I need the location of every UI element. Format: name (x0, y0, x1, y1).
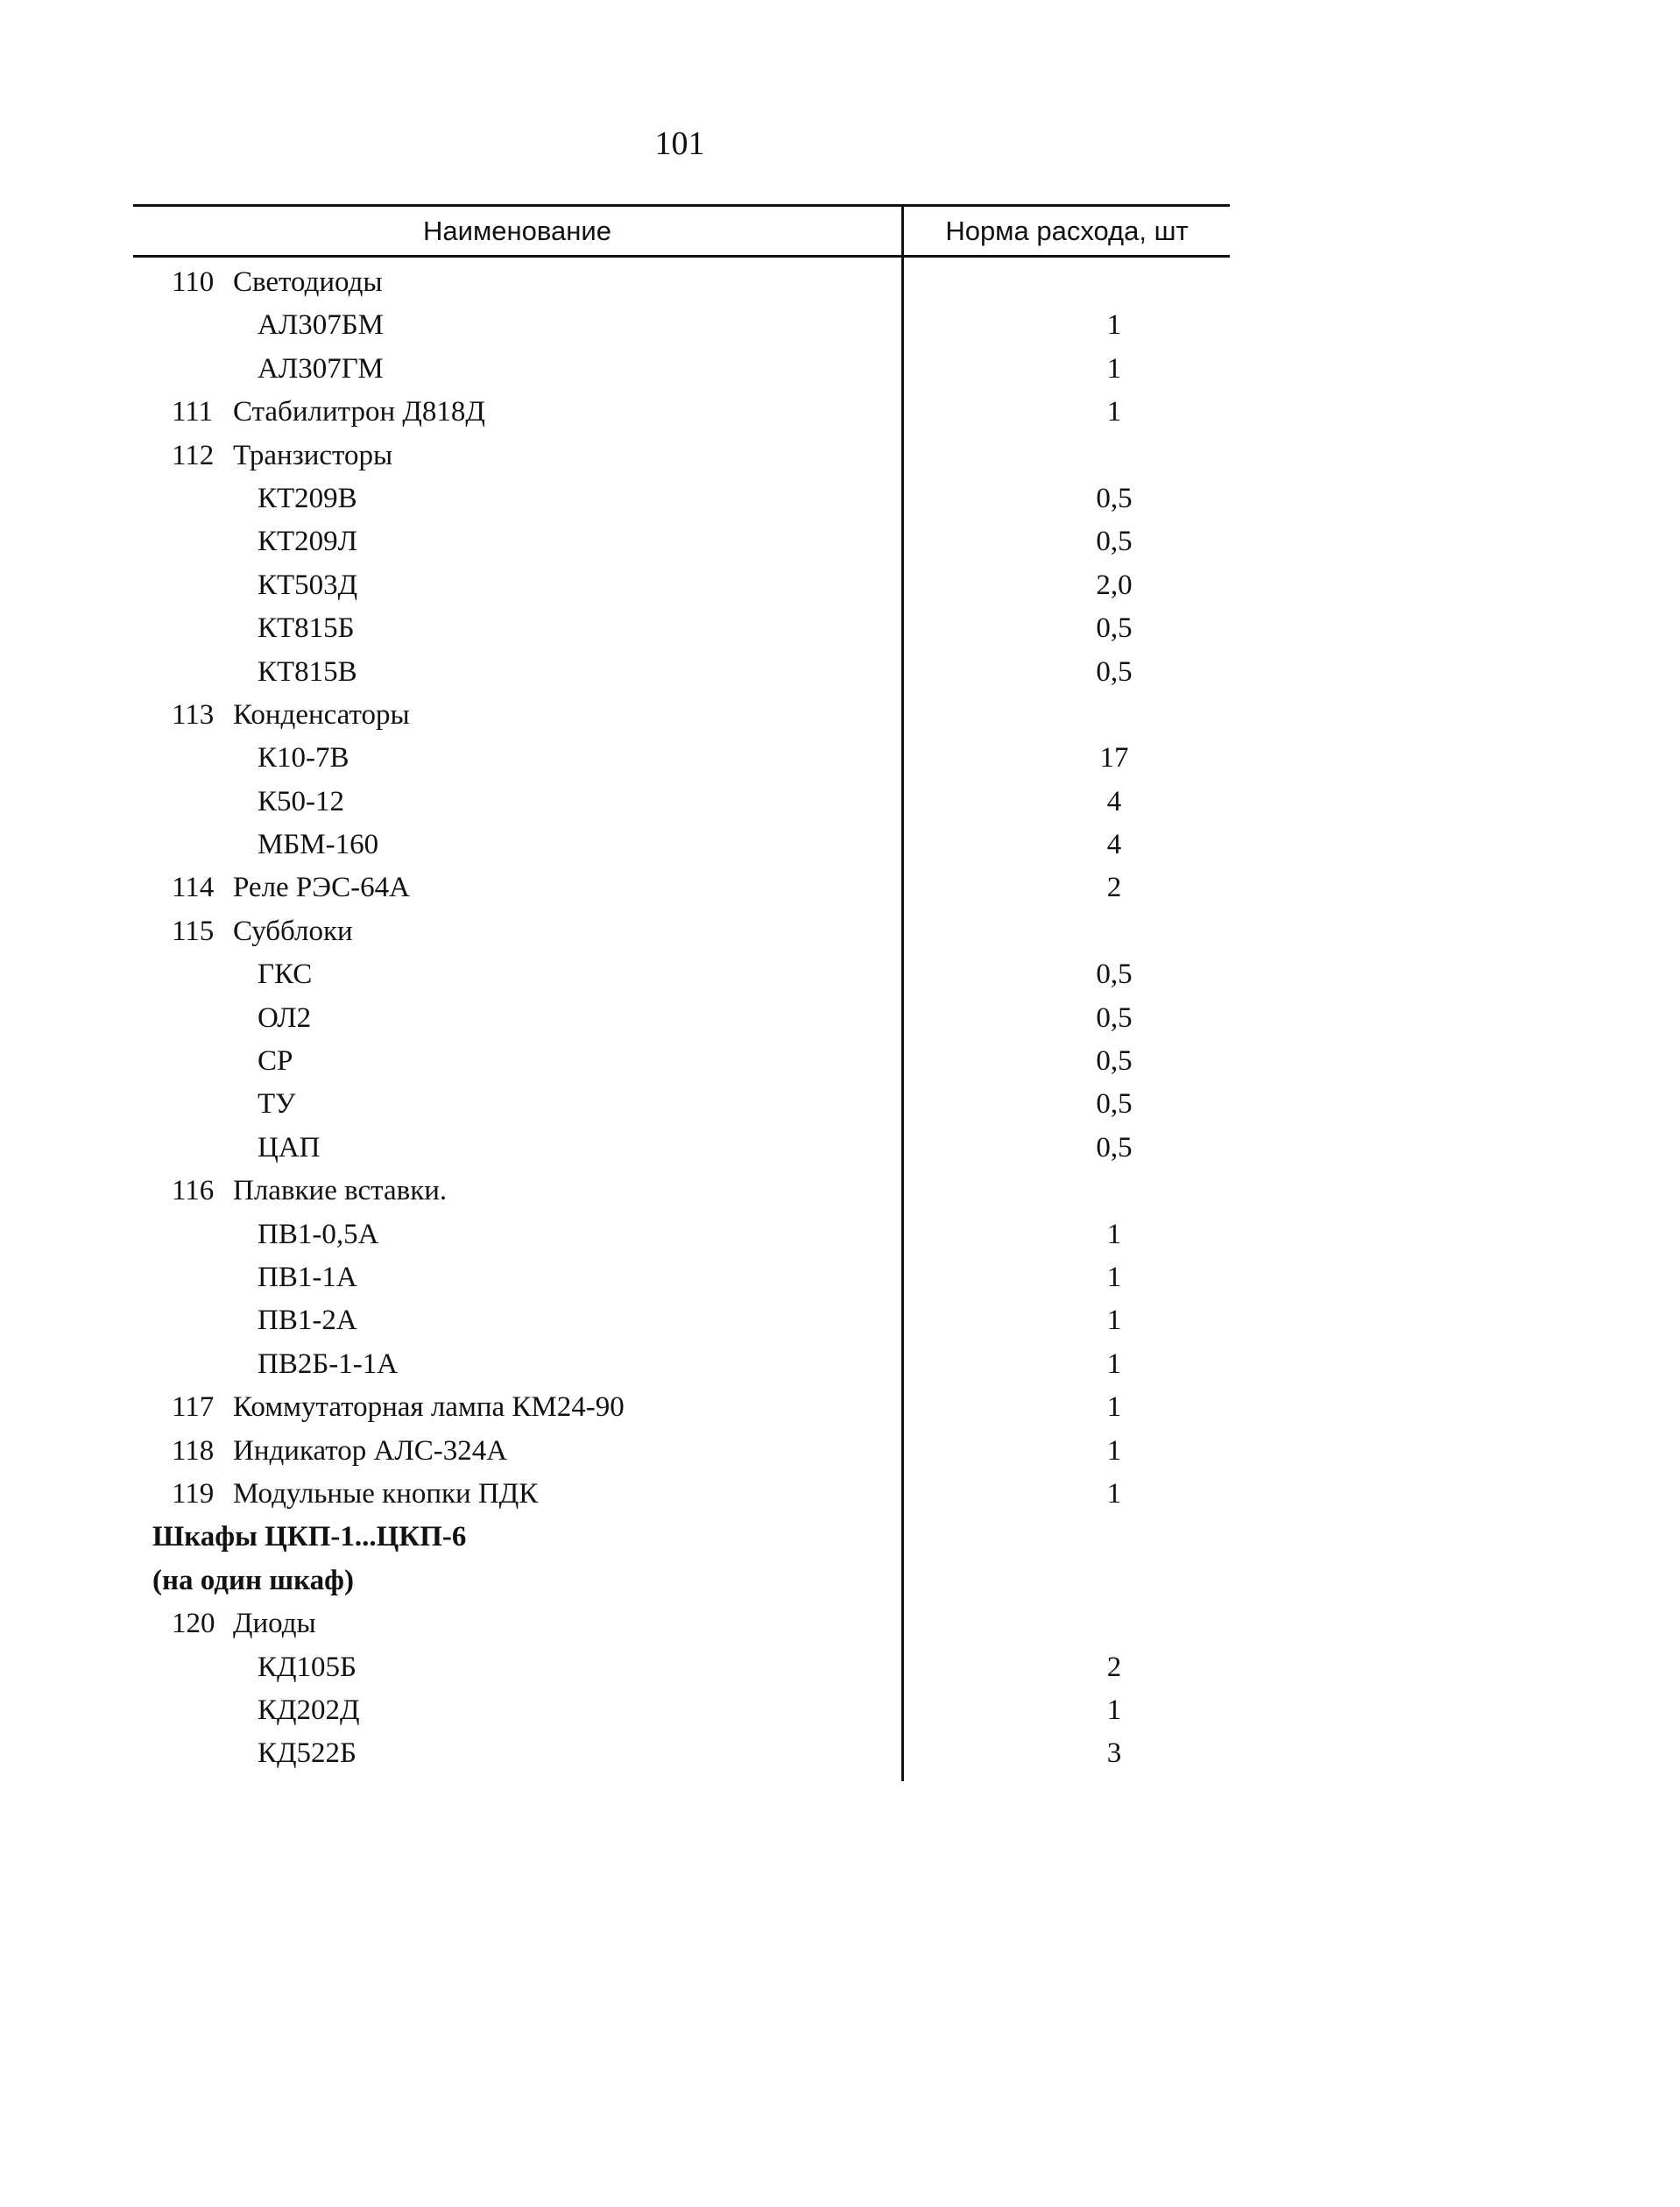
row-name-cell (133, 1386, 895, 1429)
table-row (133, 1213, 1230, 1256)
row-name-cell (133, 391, 895, 434)
row-value: 1 (1106, 1348, 1122, 1380)
table-row (133, 1689, 1230, 1732)
row-value: 1 (1106, 1694, 1122, 1726)
row-label: Конденсаторы (233, 698, 410, 731)
row-number: 114 (172, 872, 215, 904)
row-name-cell (133, 824, 895, 867)
row-label: МБМ-160 (258, 829, 379, 861)
row-value: 0,5 (1096, 1131, 1133, 1164)
table-row (133, 651, 1230, 694)
row-label: КТ209В (258, 482, 357, 514)
row-number: 110 (172, 266, 215, 298)
row-name-cell (133, 1602, 895, 1645)
row-label: Индикатор АЛС-324А (233, 1434, 508, 1467)
row-label: КТ209Л (258, 526, 358, 558)
row-name-cell (133, 1299, 895, 1342)
row-name-cell (133, 1040, 895, 1083)
row-label: Реле РЭС-64А (233, 872, 410, 904)
table-row (133, 1127, 1230, 1170)
row-name-cell (133, 1256, 895, 1299)
row-number: 117 (172, 1391, 215, 1424)
row-number: 115 (172, 915, 215, 947)
row-value (1062, 1516, 1167, 1559)
row-name-cell (133, 910, 895, 953)
table-row (133, 694, 1230, 737)
row-name-cell (133, 1213, 895, 1256)
row-number: 113 (172, 698, 215, 731)
row-value (1062, 910, 1167, 953)
table-row (133, 1386, 1230, 1429)
row-label: ГКС (258, 958, 313, 991)
row-value: 0,5 (1096, 1001, 1133, 1034)
row-name-cell (133, 1473, 895, 1516)
table-row (133, 1516, 1230, 1559)
table-row (133, 564, 1230, 607)
row-value: 1 (1106, 1305, 1122, 1337)
row-label: К10-7В (258, 742, 349, 775)
row-name-cell (133, 867, 895, 909)
table-row (133, 1560, 1230, 1602)
row-label: Диоды (233, 1608, 316, 1640)
row-label: СР (258, 1045, 293, 1078)
table-row (133, 953, 1230, 996)
table-row (133, 1256, 1230, 1299)
row-name-cell (133, 1430, 895, 1473)
row-name-cell (133, 304, 895, 347)
row-value: 1 (1106, 1218, 1122, 1250)
table-row (133, 781, 1230, 824)
table-row (133, 520, 1230, 563)
row-value: 0,5 (1096, 482, 1133, 514)
row-name-cell (133, 997, 895, 1040)
table-row (133, 1170, 1230, 1213)
row-name-cell (133, 781, 895, 824)
row-label: КД522Б (258, 1737, 356, 1770)
table-header (133, 207, 1230, 255)
row-label: КТ503Д (258, 569, 358, 601)
row-value: 2 (1106, 872, 1122, 904)
table-row (133, 824, 1230, 867)
table-row (133, 261, 1230, 304)
row-name-cell (133, 737, 895, 780)
table-row (133, 997, 1230, 1040)
row-label: ПВ1-0,5А (258, 1218, 379, 1250)
row-name-cell (133, 435, 895, 477)
row-value: 1 (1106, 1261, 1122, 1293)
table-row (133, 348, 1230, 391)
table-row (133, 1473, 1230, 1516)
row-label: ПВ2Б-1-1А (258, 1348, 399, 1380)
row-value: 3 (1106, 1737, 1122, 1770)
row-value (1062, 1560, 1167, 1602)
row-label: АЛ307БМ (258, 309, 385, 342)
row-label: Плавкие вставки. (233, 1175, 448, 1207)
row-name-cell (133, 1083, 895, 1126)
row-name-cell (133, 477, 895, 520)
row-number: 120 (172, 1608, 215, 1640)
row-value: 1 (1106, 1391, 1122, 1424)
table-row (133, 1343, 1230, 1386)
row-value (1062, 1170, 1167, 1213)
row-name-cell (133, 564, 895, 607)
row-label: Коммутаторная лампа КМ24-90 (233, 1391, 625, 1424)
row-number: 112 (172, 439, 215, 471)
row-label: Светодиоды (233, 266, 383, 298)
row-name-cell (133, 651, 895, 694)
table-row (133, 1732, 1230, 1775)
row-value: 0,5 (1096, 655, 1133, 688)
header-name: Наименование (423, 216, 611, 246)
row-label: Транзисторы (233, 439, 393, 471)
table-row (133, 1646, 1230, 1689)
table-body (133, 261, 1230, 1776)
row-value: 1 (1106, 1434, 1122, 1467)
row-name-cell (133, 1689, 895, 1732)
table-row (133, 435, 1230, 477)
row-name-cell (133, 1127, 895, 1170)
table-row (133, 607, 1230, 650)
page-number: 101 (654, 125, 705, 162)
row-name-cell (133, 1343, 895, 1386)
row-label: КТ815Б (258, 612, 355, 645)
row-number: 119 (172, 1477, 215, 1510)
row-label: ПВ1-1А (258, 1261, 357, 1293)
row-label: Субблоки (233, 915, 353, 947)
table-header-rule (133, 255, 1230, 258)
row-label: ЦАП (258, 1131, 321, 1164)
header-norm: Норма расхода, шт (945, 216, 1189, 246)
table-row (133, 1299, 1230, 1342)
row-value: 0,5 (1096, 526, 1133, 558)
row-name-cell (133, 607, 895, 650)
row-value: 2,0 (1096, 569, 1133, 601)
row-value: 1 (1106, 1477, 1122, 1510)
row-name-cell (133, 1560, 895, 1602)
row-label: ПВ1-2А (258, 1305, 357, 1337)
table-row (133, 1430, 1230, 1473)
row-label: Модульные кнопки ПДК (233, 1477, 539, 1510)
row-label: ОЛ2 (258, 1001, 312, 1034)
row-label: КД202Д (258, 1694, 360, 1726)
table-row (133, 1040, 1230, 1083)
row-name-cell (133, 1732, 895, 1775)
row-value: 0,5 (1096, 1088, 1133, 1121)
row-value: 2 (1106, 1651, 1122, 1683)
row-number: 111 (172, 396, 214, 428)
row-name-cell (133, 1516, 895, 1559)
row-label: (на один шкаф) (152, 1564, 354, 1596)
row-name-cell (133, 1646, 895, 1689)
row-value: 4 (1106, 829, 1122, 861)
table-row (133, 1083, 1230, 1126)
row-label: КТ815В (258, 655, 357, 688)
row-label: АЛ307ГМ (258, 352, 384, 385)
row-value: 0,5 (1096, 612, 1133, 645)
row-value: 4 (1106, 785, 1122, 817)
row-name-cell (133, 953, 895, 996)
row-value (1062, 694, 1167, 737)
table-row (133, 867, 1230, 909)
row-label: Шкафы ЦКП-1...ЦКП-6 (152, 1521, 467, 1553)
table-row (133, 477, 1230, 520)
row-number: 116 (172, 1175, 215, 1207)
table-row (133, 304, 1230, 347)
row-name-cell (133, 348, 895, 391)
row-value (1062, 1602, 1167, 1645)
row-value: 17 (1099, 742, 1129, 775)
row-value (1062, 435, 1167, 477)
row-value: 1 (1106, 396, 1122, 428)
row-name-cell (133, 1170, 895, 1213)
row-name-cell (133, 694, 895, 737)
row-value: 0,5 (1096, 1045, 1133, 1078)
row-label: Стабилитрон Д818Д (233, 396, 485, 428)
table-row (133, 910, 1230, 953)
table-row (133, 1602, 1230, 1645)
table-row (133, 391, 1230, 434)
row-value: 0,5 (1096, 958, 1133, 991)
row-number: 118 (172, 1434, 215, 1467)
row-label: К50-12 (258, 785, 344, 817)
row-label: ТУ (258, 1088, 296, 1121)
row-value: 1 (1106, 352, 1122, 385)
table-row (133, 737, 1230, 780)
row-name-cell (133, 520, 895, 563)
row-value: 1 (1106, 309, 1122, 342)
row-name-cell (133, 261, 895, 304)
row-value (1062, 261, 1167, 304)
row-label: КД105Б (258, 1651, 356, 1683)
